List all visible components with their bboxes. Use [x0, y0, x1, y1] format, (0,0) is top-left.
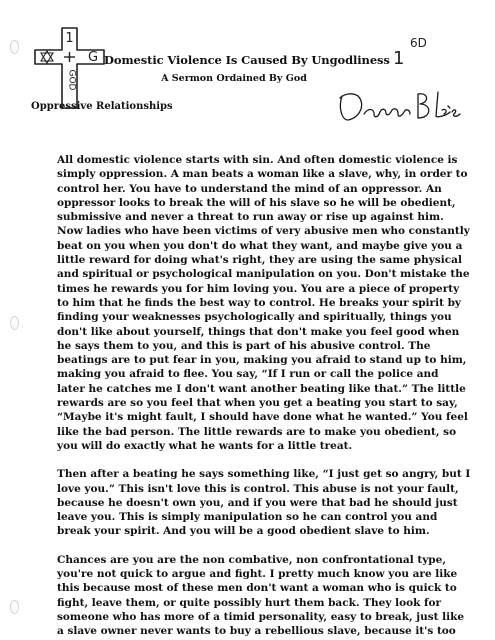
body-line: beat on you when you don't do what they want, and maybe give you a	[57, 239, 463, 252]
body-line: fight, leave them, or quite possibly hurt them back. They look for	[57, 596, 442, 609]
body-line: control her. You have to understand the mind of an oppressor. An	[57, 182, 442, 195]
body-line: and spiritual or psychological manipulation on you. Don't mistake the	[57, 268, 470, 281]
paragraph-1	[57, 153, 470, 453]
body-line: times he rewards you for him loving you. You are a piece of property	[57, 282, 460, 295]
logo-letter-one: 1	[65, 31, 74, 46]
logo-letter-g: G	[87, 50, 99, 65]
paragraph-gap	[57, 539, 452, 553]
body-line: to him that he finds the best way to control. He breaks your spirit by	[57, 296, 462, 309]
body-line: you're not quick to argue and fight. I pretty much know you are like	[57, 568, 458, 581]
body-line: little reward for doing what's right, they are using the same physical	[57, 254, 462, 267]
punch-hole	[10, 600, 19, 614]
page-subtitle: A Sermon Ordained By God	[161, 73, 307, 84]
punch-hole	[10, 40, 19, 54]
handwritten-signature	[334, 86, 462, 126]
page-title: Domestic Violence Is Caused By Ungodliness	[104, 53, 390, 67]
body-line: Now ladies who have been victims of very abusive men who constantly	[57, 225, 470, 238]
logo-word-god: GOD	[66, 69, 77, 91]
body-line: you will do exactly what he wants for a little treat.	[57, 439, 353, 452]
body-line: submissive and never a threat to run away or rise up against him.	[57, 211, 444, 224]
body-line: rewards are so you feel that when you get a beating you start to say,	[57, 397, 458, 410]
body-line: someone who has more of a timid personality, easy to break, just like	[57, 610, 465, 623]
paragraph-2	[57, 467, 471, 538]
body-line: All domestic violence starts with sin. And often domestic violence is	[57, 154, 458, 166]
paragraph-gap	[57, 453, 452, 467]
body-line: he says them to you, and this is part of his abusive control. The	[57, 339, 431, 352]
handwritten-page-number: 1	[393, 48, 405, 69]
punch-hole	[10, 316, 19, 330]
body-line: Chances are you are the non combative, non confrontational type,	[57, 553, 446, 566]
handwritten-note: 6D	[410, 36, 427, 50]
body-line: like the bad person. The little rewards are to make you obedient, so	[57, 425, 457, 438]
body-line: leave you. This is simply manipulation so he can control you and	[57, 511, 438, 524]
body-line: break your spirit. And you will be a good obedient slave to him.	[57, 525, 430, 538]
body-line: making you afraid to flee. You say, “If I run or call the police and	[57, 368, 439, 381]
body-line: finding your weaknesses psychologically and spiritually, things you	[57, 311, 452, 324]
cross-logo	[30, 26, 110, 110]
sermon-body	[57, 153, 471, 639]
body-line: don't like about yourself, things that don't make you feel good when	[57, 325, 460, 338]
body-line: because he doesn't own you, and if you were that bad he should just	[57, 496, 458, 509]
star-of-david-icon	[41, 51, 53, 63]
section-heading: Oppressive Relationships	[31, 101, 173, 112]
paragraph-3	[57, 553, 465, 639]
body-line: “Maybe it's might fault, I should have done what he wanted.” You feel	[57, 411, 468, 424]
body-line: love you.” This isn't love this is control. This abuse is not your fault,	[57, 482, 459, 495]
body-line: later he catches me I don't want another beating like that.” The little	[57, 382, 466, 395]
body-line: oppressor looks to break the will of his slave so he will be obedient,	[57, 196, 456, 209]
body-line: this because most of these men don't want a woman who is quick to	[57, 582, 457, 595]
body-line: simply oppression. A man beats a woman like a slave, why, in order to	[57, 168, 468, 181]
body-line: beatings are to put fear in you, making you afraid to stand up to him,	[57, 354, 467, 367]
body-line: Then after a beating he says something like, “I just get so angry, but I	[57, 468, 471, 481]
body-line: a slave owner never wants to buy a rebellious slave, because it's too	[57, 625, 456, 638]
